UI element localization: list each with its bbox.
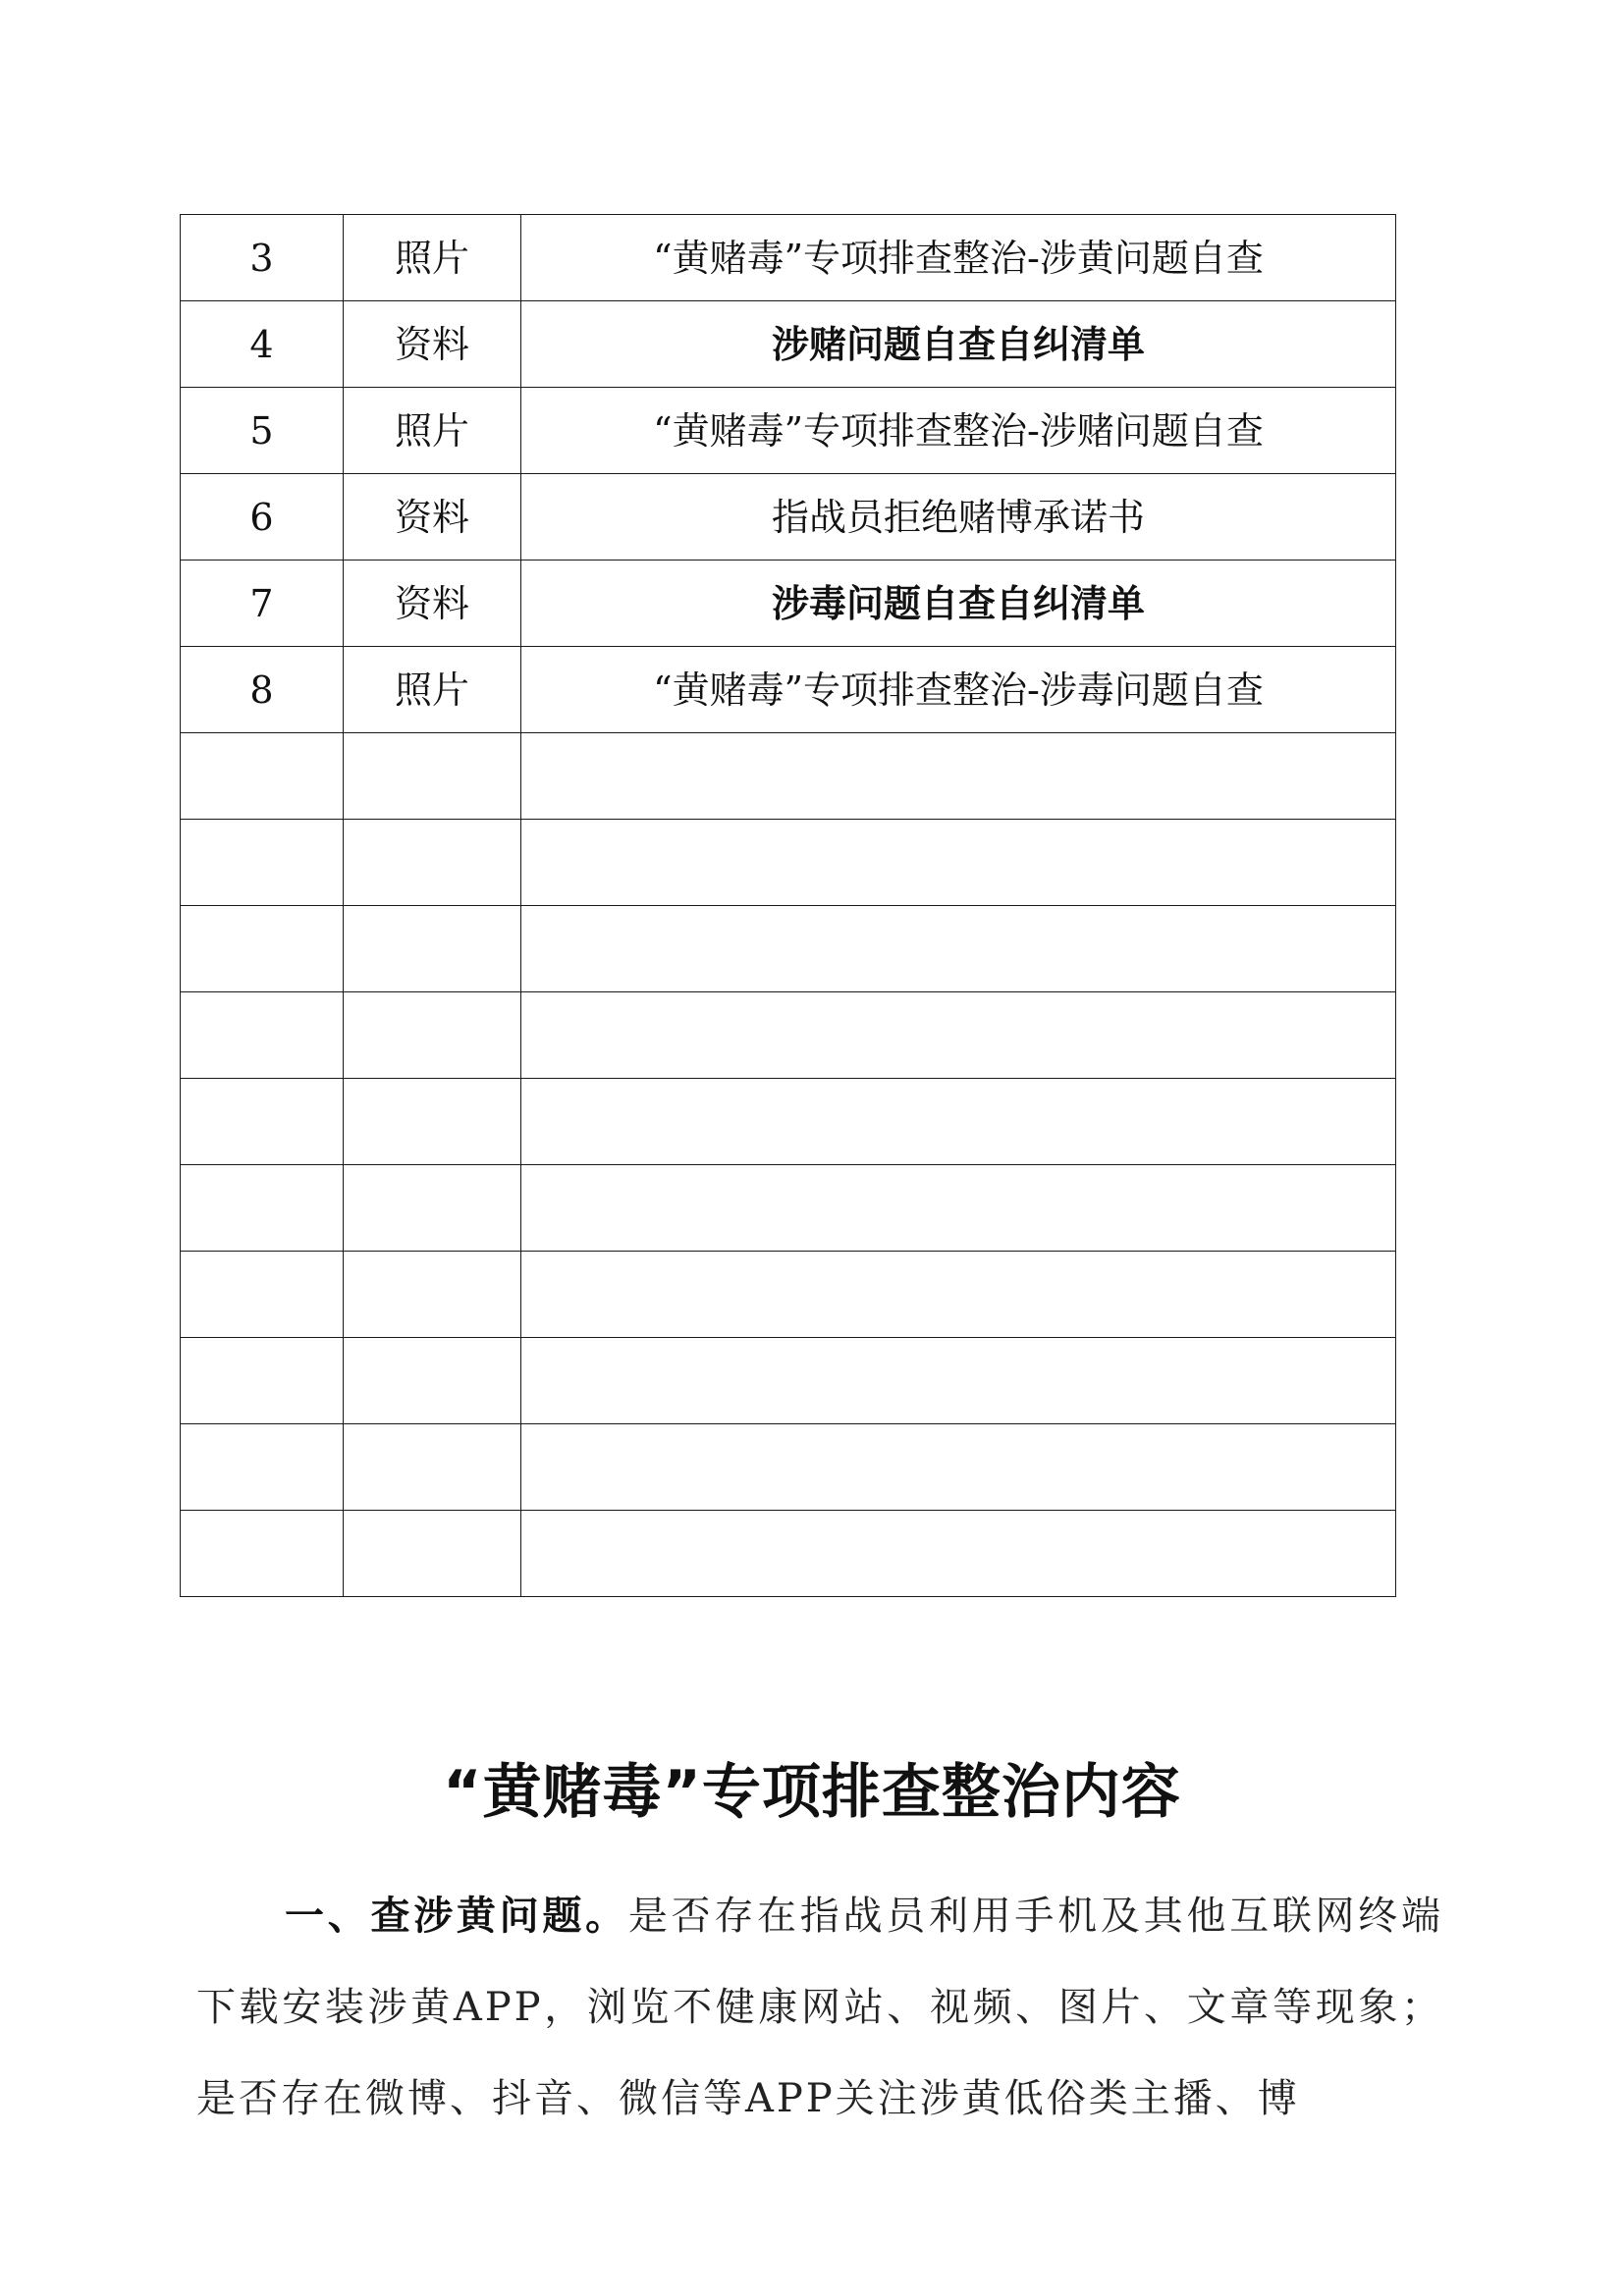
table-row — [181, 1511, 1396, 1597]
row-number-cell — [181, 1252, 344, 1338]
row-name-cell — [521, 1165, 1396, 1252]
row-number-cell — [181, 820, 344, 906]
row-type-cell — [344, 1165, 521, 1252]
row-type-cell: 照片 — [344, 388, 521, 474]
row-name-cell: “黄赌毒”专项排查整治-涉毒问题自查 — [521, 647, 1396, 733]
table-row — [181, 992, 1396, 1079]
row-number-cell: 7 — [181, 561, 344, 647]
row-number-cell — [181, 1424, 344, 1511]
row-name-cell — [521, 1338, 1396, 1424]
row-number-cell — [181, 906, 344, 992]
table-row — [181, 474, 1396, 561]
table-row — [181, 1252, 1396, 1338]
section-title: “黄赌毒”专项排查整治内容 — [443, 1758, 1181, 1827]
row-name-cell — [521, 1424, 1396, 1511]
row-type-cell — [344, 733, 521, 820]
table-row — [181, 1338, 1396, 1424]
table-row — [181, 647, 1396, 733]
table-row — [181, 301, 1396, 388]
row-name-cell: “黄赌毒”专项排查整治-涉黄问题自查 — [521, 215, 1396, 301]
table-row — [181, 388, 1396, 474]
row-name-cell: 涉赌问题自查自纠清单 — [521, 301, 1396, 388]
table-row — [181, 1165, 1396, 1252]
row-number-cell — [181, 1511, 344, 1597]
table-row — [181, 820, 1396, 906]
row-type-cell: 资料 — [344, 474, 521, 561]
row-number-cell — [181, 1079, 344, 1165]
row-name-cell — [521, 992, 1396, 1079]
materials-table — [180, 214, 1396, 1597]
row-name-cell — [521, 733, 1396, 820]
row-type-cell: 照片 — [344, 647, 521, 733]
row-name-cell — [521, 906, 1396, 992]
row-number-cell: 3 — [181, 215, 344, 301]
row-number-cell — [181, 1338, 344, 1424]
row-name-cell — [521, 1511, 1396, 1597]
paragraph-1-lead: 一、查涉黄问题。 — [285, 1894, 628, 1939]
table-row — [181, 215, 1396, 301]
row-type-cell — [344, 1338, 521, 1424]
row-number-cell: 8 — [181, 647, 344, 733]
table-row — [181, 1424, 1396, 1511]
row-name-cell: “黄赌毒”专项排查整治-涉赌问题自查 — [521, 388, 1396, 474]
row-type-cell — [344, 906, 521, 992]
row-type-cell: 照片 — [344, 215, 521, 301]
materials-table-body — [181, 215, 1396, 1597]
row-name-cell: 指战员拒绝赌博承诺书 — [521, 474, 1396, 561]
row-type-cell — [344, 992, 521, 1079]
row-number-cell — [181, 733, 344, 820]
row-type-cell — [344, 1252, 521, 1338]
table-row — [181, 1079, 1396, 1165]
row-number-cell — [181, 992, 344, 1079]
row-name-cell — [521, 1079, 1396, 1165]
row-name-cell — [521, 820, 1396, 906]
row-number-cell: 4 — [181, 301, 344, 388]
paragraph-1 — [196, 1871, 1443, 2145]
table-row — [181, 561, 1396, 647]
row-type-cell — [344, 1511, 521, 1597]
row-type-cell: 资料 — [344, 561, 521, 647]
table-row — [181, 733, 1396, 820]
row-number-cell: 5 — [181, 388, 344, 474]
row-type-cell — [344, 1424, 521, 1511]
paragraph-1-body: 是否存在指战员利用手机及其他互联网终端下载安装涉黄APP，浏览不健康网站、视频、图片、文章等现象；是否存在微博、抖音、微信等APP关注涉黄低俗类主播、博 — [196, 1894, 1444, 2121]
table-row — [181, 906, 1396, 992]
row-number-cell: 6 — [181, 474, 344, 561]
row-number-cell — [181, 1165, 344, 1252]
row-name-cell: 涉毒问题自查自纠清单 — [521, 561, 1396, 647]
row-type-cell — [344, 1079, 521, 1165]
row-name-cell — [521, 1252, 1396, 1338]
row-type-cell — [344, 820, 521, 906]
row-type-cell: 资料 — [344, 301, 521, 388]
